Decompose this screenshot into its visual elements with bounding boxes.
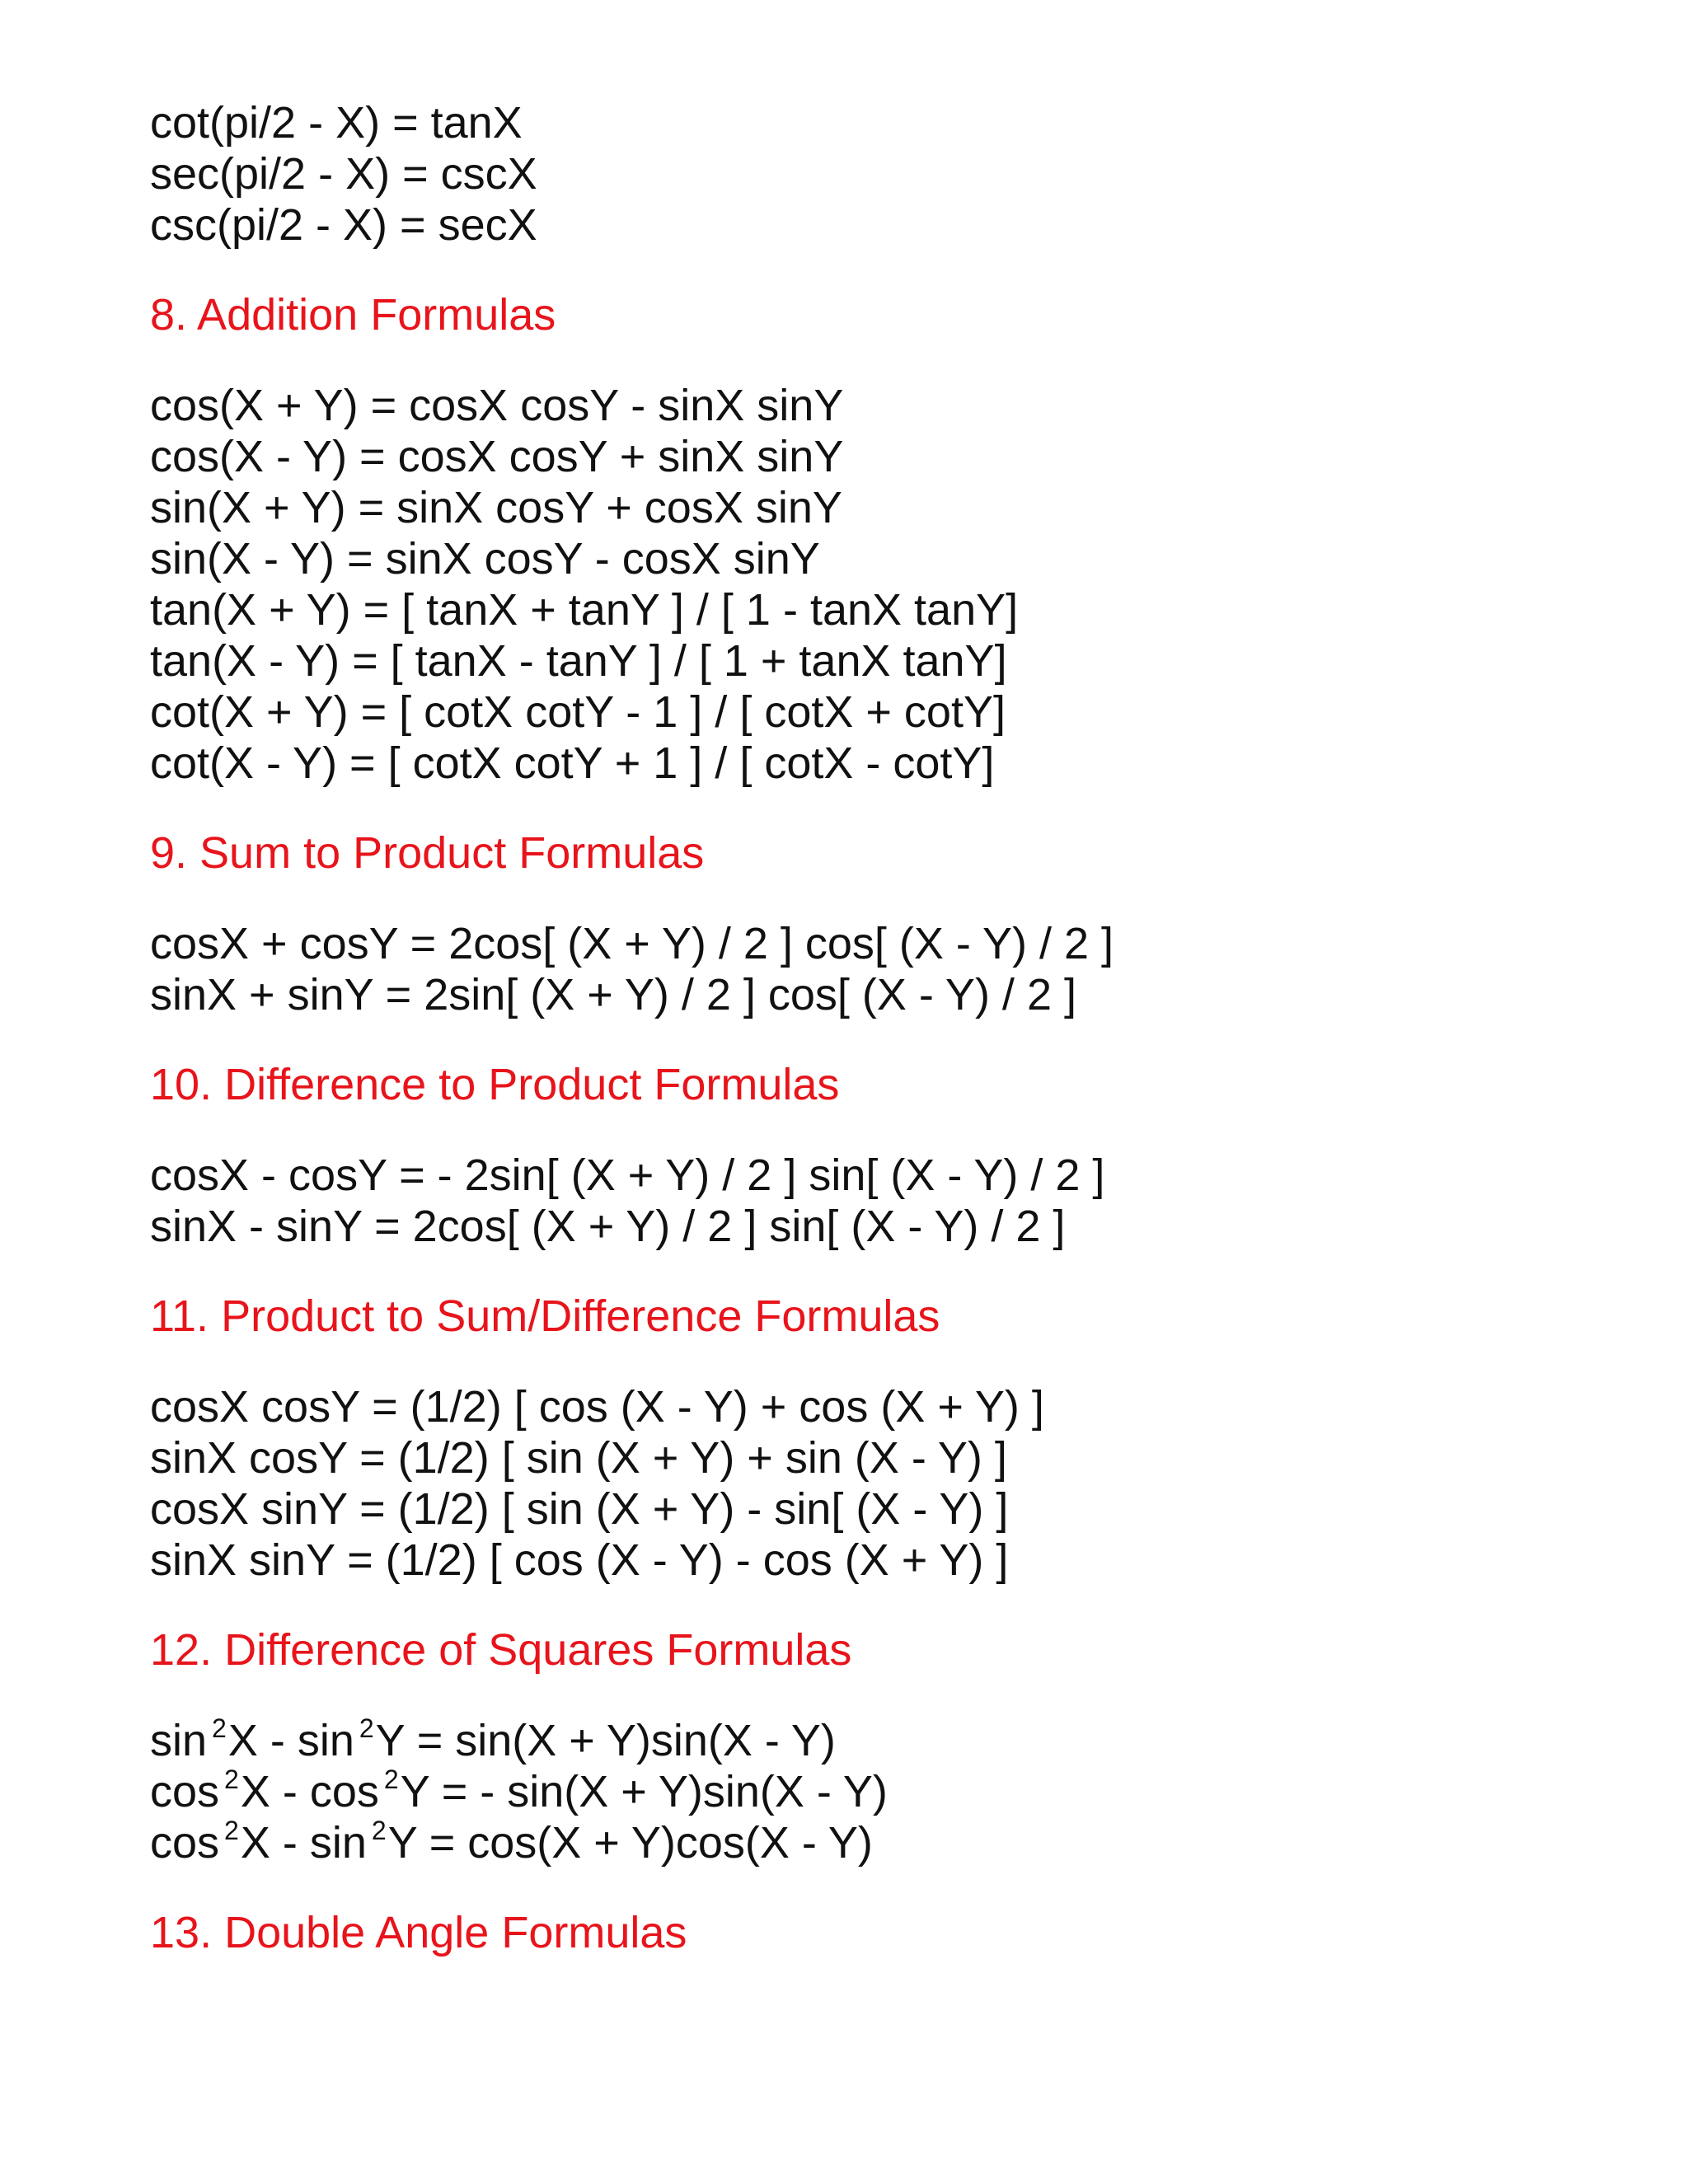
- formula-part: cos: [150, 1767, 220, 1816]
- formula-line: [150, 1817, 1634, 1868]
- formula-line: csc(pi/2 - X) = secX: [150, 200, 537, 250]
- formula-line: sinX cosY = (1/2) [ sin (X + Y) + sin (X - Y) ]: [150, 1433, 1007, 1483]
- section-heading-sum-to-product: 9. Sum to Product Formulas: [150, 828, 705, 878]
- formula-line: cosX cosY = (1/2) [ cos (X - Y) + cos (X + Y) ]: [150, 1382, 1044, 1432]
- formula-line: sec(pi/2 - X) = cscX: [150, 149, 537, 199]
- formula-part: X - cos: [240, 1767, 379, 1816]
- formula-part: X - sin: [227, 1716, 354, 1765]
- formula-part: sin: [150, 1716, 208, 1765]
- formula-line: [150, 1715, 1634, 1766]
- formula-line: cosX - cosY = - 2sin[ (X + Y) / 2 ] sin[ (X - Y) / 2 ]: [150, 1151, 1105, 1200]
- section-heading-difference-of-squares: 12. Difference of Squares Formulas: [150, 1625, 852, 1675]
- intro-formulas: [150, 97, 1634, 251]
- section-heading-double-angle: 13. Double Angle Formulas: [150, 1908, 687, 1957]
- product-to-sum-formulas: [150, 1381, 1634, 1586]
- section-heading-addition: 8. Addition Formulas: [150, 290, 556, 340]
- formula-part: X - sin: [240, 1818, 367, 1868]
- exponent: 2: [224, 1765, 239, 1794]
- formula-part: Y = sin(X + Y)sin(X - Y): [375, 1716, 836, 1765]
- exponent: 2: [359, 1713, 374, 1743]
- formula-part: cos: [150, 1818, 220, 1868]
- formula-line: [150, 1766, 1634, 1817]
- formula-line: sinX - sinY = 2cos[ (X + Y) / 2 ] sin[ (X - Y) / 2 ]: [150, 1202, 1066, 1251]
- exponent: 2: [212, 1713, 227, 1743]
- exponent: 2: [383, 1765, 399, 1794]
- formula-line: cot(X + Y) = [ cotX cotY - 1 ] / [ cotX + cotY]: [150, 687, 1006, 737]
- formula-line: cot(X - Y) = [ cotX cotY + 1 ] / [ cotX - cotY]: [150, 738, 995, 788]
- formula-line: cot(pi/2 - X) = tanX: [150, 98, 523, 148]
- formula-part: Y = - sin(X + Y)sin(X - Y): [400, 1767, 888, 1816]
- formula-line: cosX sinY = (1/2) [ sin (X + Y) - sin[ (X - Y) ]: [150, 1484, 1009, 1534]
- exponent: 2: [224, 1816, 239, 1845]
- section-heading-difference-to-product: 10. Difference to Product Formulas: [150, 1060, 840, 1109]
- formula-line: tan(X - Y) = [ tanX - tanY ] / [ 1 + tanX tanY]: [150, 636, 1007, 686]
- difference-to-product-formulas: [150, 1150, 1634, 1252]
- difference-of-squares-formulas: [150, 1715, 1634, 1868]
- formula-line: sin(X + Y) = sinX cosY + cosX sinY: [150, 483, 842, 532]
- formula-line: sinX sinY = (1/2) [ cos (X - Y) - cos (X + Y) ]: [150, 1535, 1009, 1585]
- section-heading-product-to-sum: 11. Product to Sum/Difference Formulas: [150, 1291, 940, 1341]
- formula-part: Y = cos(X + Y)cos(X - Y): [387, 1818, 873, 1868]
- sum-to-product-formulas: [150, 918, 1634, 1020]
- exponent: 2: [371, 1816, 387, 1845]
- formula-line: cos(X - Y) = cosX cosY + sinX sinY: [150, 432, 844, 481]
- addition-formulas: [150, 380, 1634, 789]
- formula-line: cosX + cosY = 2cos[ (X + Y) / 2 ] cos[ (X - Y) / 2 ]: [150, 919, 1114, 968]
- formula-line: cos(X + Y) = cosX cosY - sinX sinY: [150, 381, 844, 430]
- formula-line: sin(X - Y) = sinX cosY - cosX sinY: [150, 534, 820, 583]
- formula-line: tan(X + Y) = [ tanX + tanY ] / [ 1 - tanX tanY]: [150, 585, 1019, 635]
- formula-line: sinX + sinY = 2sin[ (X + Y) / 2 ] cos[ (X - Y) / 2 ]: [150, 970, 1076, 1019]
- document-content: [150, 97, 1634, 1958]
